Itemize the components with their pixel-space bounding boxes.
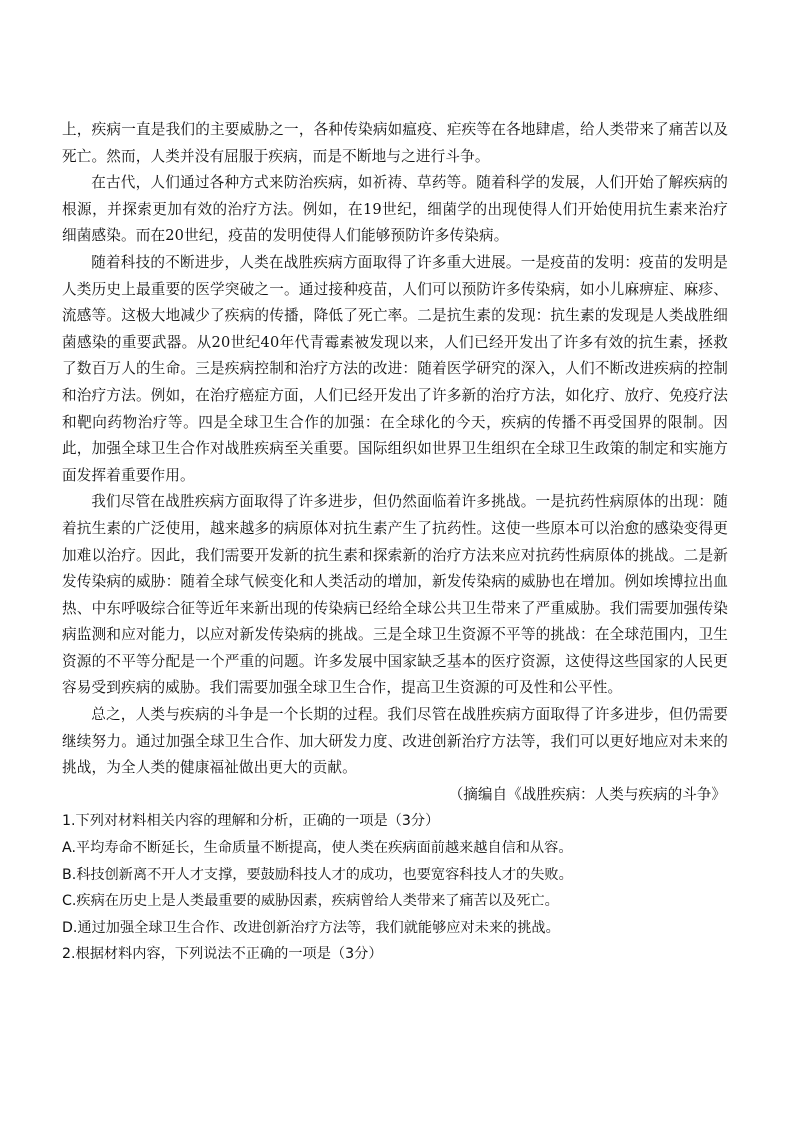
- question-1-option-c: C.疾病在历史上是人类最重要的威胁因素，疾病曾给人类带来了痛苦以及死亡。: [62, 893, 559, 910]
- question-1-option-b: B.科技创新离不开人才支撑，要鼓励科技人才的成功，也要宽容科技人才的失败。: [62, 866, 573, 883]
- question-1-option-d: D.通过加强全球卫生合作、改进创新治疗方法等，我们就能够应对未来的挑战。: [62, 919, 560, 936]
- article-paragraph-4: 我们尽管在战胜疾病方面取得了许多进步，但仍然面临着许多挑战。一是抗药性病原体的出现：随着抗生素的广泛使用，越来越多的病原体对抗生素产生了抗药性。这使一些原本可以治愈的感染变得更加难以治疗。因此，我们需要开发新的抗生素和探索新的治疗方法来应对抗药性病原体的挑战。二是新发传染病的威胁：随着全球气候变化和人类活动的增加，新发传染病的威胁也在增加。例如埃博拉出血热、中东呼吸综合征等近年来新出现的传染病已经给全球公共卫生带来了严重威胁。我们需要加强传染病监测和应对能力，以应对新发传染病的挑战。三是全球卫生资源不平等的挑战：在全球范围内，卫生资源的不平等分配是一个严重的问题。许多发展中国家缺乏基本的医疗资源，这使得这些国家的人民更容易受到疾病的威胁。我们需要加强全球卫生合作，提高卫生资源的可及性和公平性。: [62, 493, 728, 697]
- article-source: （摘编自《战胜疾病：人类与疾病的斗争》: [448, 785, 726, 803]
- article-paragraph-1: 上，疾病一直是我们的主要威胁之一，各种传染病如瘟疫、疟疾等在各地肆虐，给人类带来了痛苦以及死亡。然而，人类并没有屈服于疾病，而是不断地与之进行斗争。: [62, 121, 728, 165]
- article-paragraph-5: 总之，人类与疾病的斗争是一个长期的过程。我们尽管在战胜疾病方面取得了许多进步，但仍需要继续努力。通过加强全球卫生合作、加大研发力度、改进创新治疗方法等，我们可以更好地应对未来的挑战，为全人类的健康福祉做出更大的贡献。: [62, 706, 728, 777]
- question-1-stem: 1.下列对材料相关内容的理解和分析，正确的一项是（3分）: [62, 813, 440, 830]
- article-paragraph-2: 在古代，人们通过各种方式来防治疾病，如祈祷、草药等。随着科学的发展，人们开始了解疾病的根源，并探索更加有效的治疗方法。例如，在19世纪，细菌学的出现使得人们开始使用抗生素来治疗细菌感染。而在20世纪，疫苗的发明使得人们能够预防许多传染病。: [62, 174, 728, 245]
- question-2-stem: 2.根据材料内容，下列说法不正确的一项是（3分）: [62, 946, 383, 963]
- article-paragraph-3: 随着科技的不断进步，人类在战胜疾病方面取得了许多重大进展。一是疫苗的发明：疫苗的发明是人类历史上最重要的医学突破之一。通过接种疫苗，人们可以预防许多传染病，如小儿麻痹症、麻疹、流感等。这极大地减少了疾病的传播，降低了死亡率。二是抗生素的发现：抗生素的发现是人类战胜细菌感染的重要武器。从20世纪40年代青霉素被发现以来，人们已经开发出了许多有效的抗生素，拯救了数百万人的生命。三是疾病控制和治疗方法的改进：随着医学研究的深入，人们不断改进疾病的控制和治疗方法。例如，在治疗癌症方面，人们已经开发出了许多新的治疗方法，如化疗、放疗、免疫疗法和靶向药物治疗等。四是全球卫生合作的加强：在全球化的今天，疾病的传播不再受国界的限制。因此，加强全球卫生合作对战胜疾病至关重要。国际组织如世界卫生组织在全球卫生政策的制定和实施方面发挥着重要作用。: [62, 253, 728, 484]
- question-1-option-a: A.平均寿命不断延长，生命质量不断提高，使人类在疾病面前越来越自信和从容。: [62, 840, 573, 857]
- document-content: [62, 117, 728, 968]
